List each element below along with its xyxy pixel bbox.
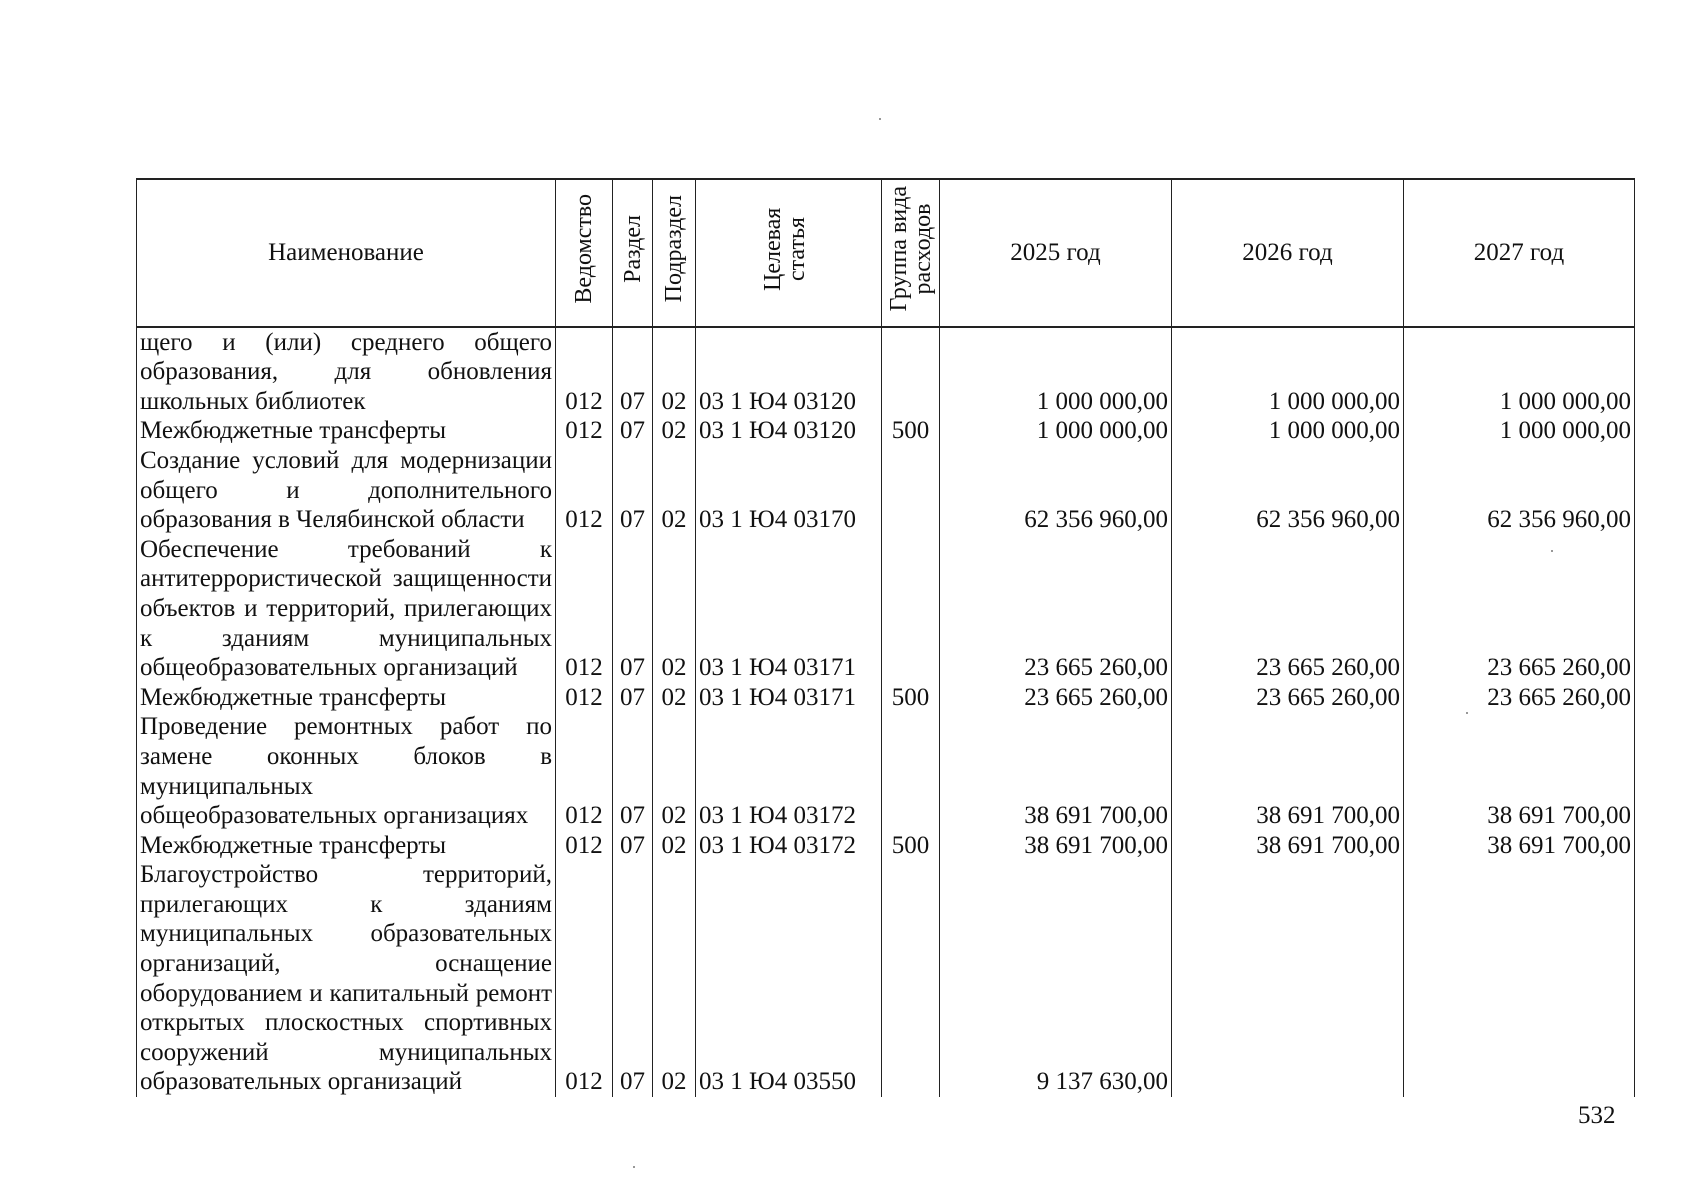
header-name-label: Наименование	[268, 239, 424, 266]
row-section: 07	[613, 860, 653, 1097]
table-header-row	[137, 179, 1635, 327]
row-subsection: 02	[653, 327, 696, 417]
page-number: 532	[1578, 1102, 1616, 1129]
row-amount-2025: 23 665 260,00	[940, 535, 1172, 683]
header-year-2026	[1172, 179, 1404, 327]
header-target-article-label: Целевая статья	[759, 207, 810, 291]
row-name: Межбюджетные трансферты	[137, 831, 556, 861]
table-row	[137, 683, 1635, 713]
row-name: Благоустройство территорий, прилегающих к зданиям муниципальных образовательных организаций, оснащение оборудованием и капитальный ремонт открытых плоскостных спортивных сооружений муниципальных образовательных организаций	[137, 860, 556, 1097]
row-department: 012	[556, 446, 613, 535]
scan-speck	[633, 1166, 635, 1168]
budget-table	[136, 178, 1635, 1097]
row-subsection: 02	[653, 446, 696, 535]
row-amount-2027: 1 000 000,00	[1404, 416, 1635, 446]
row-amount-2026: 38 691 700,00	[1172, 712, 1404, 830]
row-amount-2026: 62 356 960,00	[1172, 446, 1404, 535]
row-amount-2026	[1172, 860, 1404, 1097]
row-amount-2026: 38 691 700,00	[1172, 831, 1404, 861]
row-target-article: 03 1 Ю4 03120	[696, 416, 882, 446]
row-amount-2026: 23 665 260,00	[1172, 535, 1404, 683]
table-row	[137, 446, 1635, 535]
header-expense-group-label	[887, 186, 935, 311]
row-name: Межбюджетные трансферты	[137, 416, 556, 446]
row-department: 012	[556, 535, 613, 683]
row-target-article: 03 1 Ю4 03171	[696, 535, 882, 683]
row-section: 07	[613, 831, 653, 861]
header-year-2025	[940, 179, 1172, 327]
row-expense-group	[882, 860, 940, 1097]
header-expense-group-line2: расходов	[909, 203, 936, 295]
header-year-2027-label: 2027 год	[1473, 239, 1565, 266]
row-department: 012	[556, 683, 613, 713]
row-amount-2025: 1 000 000,00	[940, 327, 1172, 417]
row-department: 012	[556, 860, 613, 1097]
row-expense-group	[882, 446, 940, 535]
row-target-article: 03 1 Ю4 03172	[696, 831, 882, 861]
row-target-article: 03 1 Ю4 03171	[696, 683, 882, 713]
row-section: 07	[613, 712, 653, 830]
scan-speck	[1551, 550, 1553, 552]
header-section-label: Раздел	[619, 215, 646, 283]
table-row	[137, 831, 1635, 861]
header-expense-group-line1: Группа вида	[885, 186, 912, 312]
header-section	[613, 179, 653, 327]
header-expense-group	[882, 179, 940, 327]
row-amount-2025: 38 691 700,00	[940, 712, 1172, 830]
row-target-article: 03 1 Ю4 03172	[696, 712, 882, 830]
row-amount-2027: 23 665 260,00	[1404, 683, 1635, 713]
header-year-2027	[1404, 179, 1635, 327]
table-row	[137, 327, 1635, 417]
header-department-label: Ведомство	[571, 194, 597, 304]
row-department: 012	[556, 327, 613, 417]
header-name	[137, 179, 556, 327]
row-target-article: 03 1 Ю4 03120	[696, 327, 882, 417]
row-amount-2026: 1 000 000,00	[1172, 327, 1404, 417]
row-expense-group: 500	[882, 683, 940, 713]
row-expense-group	[882, 327, 940, 417]
row-name: Межбюджетные трансферты	[137, 683, 556, 713]
row-subsection: 02	[653, 535, 696, 683]
row-amount-2027: 38 691 700,00	[1404, 831, 1635, 861]
row-section: 07	[613, 683, 653, 713]
table-row	[137, 535, 1635, 683]
row-target-article: 03 1 Ю4 03170	[696, 446, 882, 535]
header-target-article	[696, 179, 882, 327]
row-subsection: 02	[653, 416, 696, 446]
row-subsection: 02	[653, 683, 696, 713]
row-department: 012	[556, 712, 613, 830]
row-section: 07	[613, 327, 653, 417]
header-year-2025-label: 2025 год	[1010, 239, 1101, 266]
row-amount-2027: 38 691 700,00	[1404, 712, 1635, 830]
header-subsection-label: Подраздел	[661, 195, 687, 303]
row-department: 012	[556, 416, 613, 446]
row-department: 012	[556, 831, 613, 861]
table-row	[137, 416, 1635, 446]
row-amount-2027: 62 356 960,00	[1404, 446, 1635, 535]
header-year-2026-label: 2026 год	[1242, 239, 1333, 266]
row-target-article: 03 1 Ю4 03550	[696, 860, 882, 1097]
row-expense-group	[882, 535, 940, 683]
row-section: 07	[613, 446, 653, 535]
row-name: щего и (или) среднего общего образования, для обновления школьных библиотек	[137, 327, 556, 417]
row-section: 07	[613, 416, 653, 446]
header-subsection	[653, 179, 696, 327]
row-amount-2026: 1 000 000,00	[1172, 416, 1404, 446]
row-expense-group: 500	[882, 831, 940, 861]
table-row	[137, 712, 1635, 830]
scan-speck	[1466, 712, 1468, 714]
scan-speck	[879, 118, 881, 120]
row-amount-2025: 62 356 960,00	[940, 446, 1172, 535]
row-subsection: 02	[653, 831, 696, 861]
row-expense-group: 500	[882, 416, 940, 446]
row-section: 07	[613, 535, 653, 683]
row-amount-2027: 1 000 000,00	[1404, 327, 1635, 417]
row-name: Проведение ремонтных работ по замене оконных блоков в муниципальных общеобразовательных организациях	[137, 712, 556, 830]
row-amount-2025: 38 691 700,00	[940, 831, 1172, 861]
row-name: Обеспечение требований к антитеррористической защищенности объектов и территорий, прилегающих к зданиям муниципальных общеобразовательных организаций	[137, 535, 556, 683]
header-department	[556, 179, 613, 327]
row-amount-2027	[1404, 860, 1635, 1097]
row-amount-2026: 23 665 260,00	[1172, 683, 1404, 713]
row-amount-2025: 9 137 630,00	[940, 860, 1172, 1097]
row-expense-group	[882, 712, 940, 830]
row-subsection: 02	[653, 860, 696, 1097]
table-row	[137, 860, 1635, 1097]
row-amount-2027: 23 665 260,00	[1404, 535, 1635, 683]
row-subsection: 02	[653, 712, 696, 830]
row-name: Создание условий для модернизации общего и дополнительного образования в Челябинской области	[137, 446, 556, 535]
row-amount-2025: 23 665 260,00	[940, 683, 1172, 713]
row-amount-2025: 1 000 000,00	[940, 416, 1172, 446]
